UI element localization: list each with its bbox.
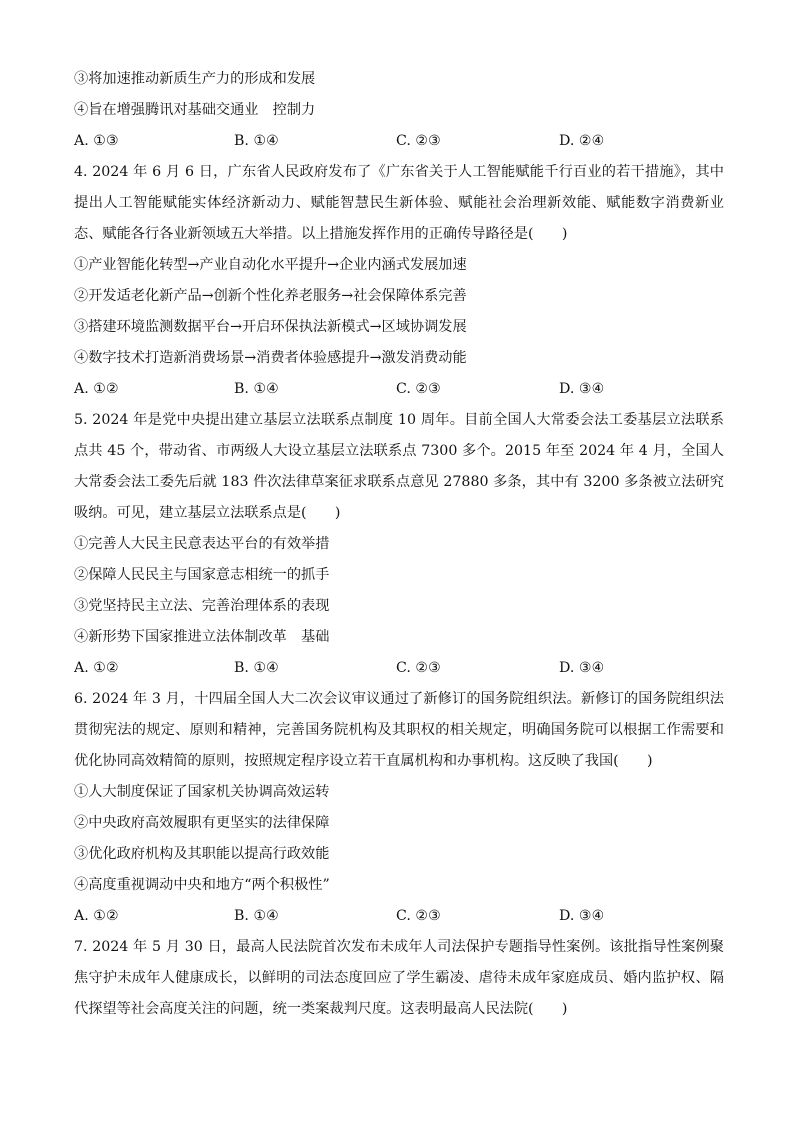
q6-option-c: C. ②③ (396, 908, 441, 924)
q3-item-3: ③将加速推动新质生产力的形成和发展 (74, 71, 316, 87)
q6-options (74, 901, 724, 932)
q5-option-d: D. ③④ (559, 660, 605, 676)
q4-item-4: ④数字技术打造新消费场景→消费者体验感提升→激发消费动能 (74, 350, 467, 366)
q3-item-4: ④旨在增强腾讯对基础交通业 控制力 (74, 102, 316, 118)
q6-item-3: ③优化政府机构及其职能以提高行政效能 (74, 846, 330, 862)
q3-option-c: C. ②③ (396, 133, 441, 149)
q6-option-d: D. ③④ (559, 908, 605, 924)
q5-item-4: ④新形势下国家推进立法体制改革 基础 (74, 629, 330, 645)
q5-option-b: B. ①④ (234, 660, 279, 676)
q5-item-3: ③党坚持民主立法、完善治理体系的表现 (74, 598, 330, 614)
q5-item-1: ①完善人大民主民意表达平台的有效举措 (74, 536, 330, 552)
q4-item-2: ②开发适老化新产品→创新个性化养老服务→社会保障体系完善 (74, 288, 467, 304)
q5-option-c: C. ②③ (396, 660, 441, 676)
q6-option-a: A. ①② (74, 908, 119, 924)
q4-item-3: ③搭建环境监测数据平台→开启环保执法新模式→区域协调发展 (74, 319, 467, 335)
q7-stem: 7. 2024 年 5 月 30 日，最高人民法院首次发布未成年人司法保护专题指导性案例。该批指导性案例聚焦守护未成年人健康成长，以鲜明的司法态度回应了学生霸凌、虐待未成年家庭成员、婚内监护权、隔代探望等社会高度关注的问题，统一类案裁判尺度。这表明最高人民法院( ) (74, 939, 724, 1017)
q5-options (74, 653, 724, 684)
q3-option-a: A. ①③ (74, 133, 119, 149)
q5-option-a: A. ①② (74, 660, 119, 676)
q5-stem: 5. 2024 年是党中央提出建立基层立法联系点制度 10 周年。目前全国人大常委会法工委基层立法联系点共 45 个，带动省、市两级人大设立基层立法联系点 7300 多个。2015 年至 2024 年 4 月，全国人大常委会法工委先后就 183 件次法律草案征求联系点意见 27880 多条，其中有 3200 多条被立法研究吸纳。可见，建立基层立法联系点是( ) (74, 412, 724, 521)
q4-item-1: ①产业智能化转型→产业自动化水平提升→企业内涵式发展加速 (74, 257, 467, 273)
q4-option-d: D. ③④ (559, 381, 605, 397)
document-page (74, 64, 724, 1025)
q5-item-2: ②保障人民民主与国家意志相统一的抓手 (74, 567, 330, 583)
q6-item-4: ④高度重视调动中央和地方“两个积极性” (74, 877, 330, 893)
q4-option-c: C. ②③ (396, 381, 441, 397)
q4-options (74, 374, 724, 405)
q3-options (74, 126, 724, 157)
q4-option-b: B. ①④ (234, 381, 279, 397)
q6-stem: 6. 2024 年 3 月，十四届全国人大二次会议审议通过了新修订的国务院组织法。新修订的国务院组织法贯彻宪法的规定、原则和精神，完善国务院机构及其职权的相关规定，明确国务院可以根据工作需要和优化协同高效精简的原则，按照规定程序设立若干直属机构和办事机构。这反映了我国( ) (74, 691, 724, 769)
q4-stem: 4. 2024 年 6 月 6 日，广东省人民政府发布了《广东省关于人工智能赋能千行百业的若干措施》，其中提出人工智能赋能实体经济新动力、赋能智慧民生新体验、赋能社会治理新效能、赋能数字消费新业态、赋能各行各业新领域五大举措。以上措施发挥作用的正确传导路径是( ) (74, 164, 724, 242)
q6-item-2: ②中央政府高效履职有更坚实的法律保障 (74, 815, 330, 831)
q6-option-b: B. ①④ (234, 908, 279, 924)
q3-option-d: D. ②④ (559, 133, 605, 149)
q3-option-b: B. ①④ (234, 133, 279, 149)
q6-item-1: ①人大制度保证了国家机关协调高效运转 (74, 784, 330, 800)
q4-option-a: A. ①② (74, 381, 119, 397)
